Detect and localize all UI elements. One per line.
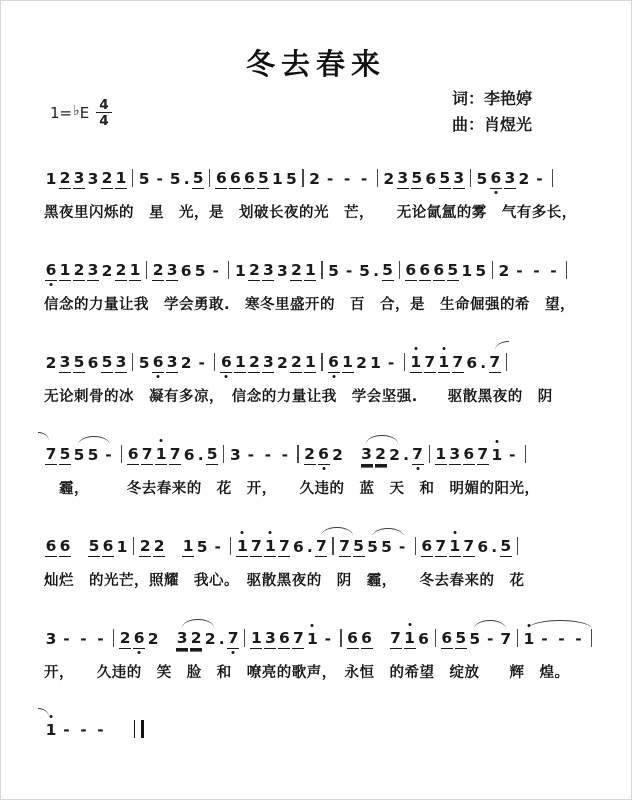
barline (223, 445, 224, 463)
note-token: 1 (116, 538, 128, 556)
barline (214, 353, 215, 371)
note-token: 1 (234, 262, 246, 280)
note-token: 2 (276, 354, 288, 372)
composer-label: 曲： (451, 115, 484, 134)
note-token: 7 (500, 630, 512, 648)
note-token: 5 (359, 262, 370, 280)
music-system (44, 720, 604, 773)
note-token: 7 (227, 628, 239, 649)
duration-dash: - (105, 446, 112, 464)
duration-dash: - (97, 721, 104, 739)
low-octave-dot (225, 375, 228, 378)
note-token: 2 (518, 170, 530, 188)
note-token: 5 (192, 169, 204, 187)
barline (302, 169, 303, 187)
note-token: 1 (250, 629, 262, 647)
note-token: 5 (257, 169, 269, 187)
note-token: 2 (304, 445, 315, 463)
low-octave-dot (157, 375, 160, 378)
note-token: 2 (383, 170, 395, 188)
music-system (44, 168, 604, 221)
note-token: 2 (498, 262, 510, 280)
note-token: 1 (45, 720, 57, 740)
note-token: 6 (463, 445, 475, 463)
high-octave-dot (453, 531, 456, 534)
barline (525, 445, 526, 463)
note-token: 3 (176, 628, 188, 649)
note-token: 1 (342, 353, 353, 371)
note-token: 3 (504, 169, 516, 187)
notes-row (44, 536, 604, 560)
note-token: 2 (290, 353, 302, 371)
note-token: 3 (262, 353, 274, 371)
composer-name: 肖煜光 (483, 115, 532, 134)
note-token: 5 (476, 170, 488, 188)
note-token: 5 (367, 537, 379, 557)
note-token: 2 (115, 261, 127, 279)
barline (566, 261, 567, 279)
note-token: 6 (328, 352, 340, 373)
lyrics-line: 灿烂 的光芒，照耀 我心。 驱散黑夜的 阴 霾， 冬去春来的 花 (44, 573, 525, 589)
note-token: 6 (347, 629, 358, 647)
note-token: 2 (153, 537, 165, 555)
note-token: 1 (523, 629, 535, 649)
barline (340, 629, 341, 647)
note-token: 6 (421, 537, 433, 555)
note-token: 2 (332, 446, 343, 464)
augmentation-dot: . (373, 262, 379, 280)
duration-dash: - (326, 170, 334, 188)
key-signature (50, 98, 112, 128)
low-octave-dot (138, 651, 141, 654)
note-token: 6 (466, 354, 478, 372)
note-token: 6 (405, 261, 417, 279)
duration-dash: - (387, 354, 395, 372)
flat-icon: ♭ (73, 103, 80, 120)
note-token: 7 (435, 537, 447, 555)
notes-row (44, 260, 604, 284)
note-token: 1 (438, 352, 450, 373)
note-token: 6 (292, 538, 304, 556)
note-token: 1 (182, 537, 194, 555)
spacer (110, 720, 123, 740)
tie-arc (528, 620, 592, 629)
note-token: 1 (461, 262, 473, 280)
augmentation-dot: . (306, 538, 313, 556)
note-token: 6 (102, 537, 114, 555)
final-barline (134, 720, 144, 738)
note-token: 7 (339, 537, 350, 555)
barline (517, 629, 518, 647)
time-denominator: 4 (96, 112, 111, 128)
note-token: 1 (404, 628, 416, 649)
augmentation-dot: . (403, 446, 409, 464)
high-octave-dot (160, 439, 163, 442)
note-token: 5 (411, 169, 423, 187)
credits (452, 86, 532, 138)
note-token: 1 (304, 261, 316, 279)
barline (591, 629, 592, 647)
note-token: 5 (353, 537, 364, 555)
high-octave-dot (269, 531, 272, 534)
barline (113, 629, 114, 647)
barline (146, 261, 147, 279)
barline (415, 537, 416, 555)
note-token: 7 (390, 629, 401, 647)
note-token: 1 (155, 444, 167, 465)
tie-arc (474, 620, 506, 629)
note-token: 2 (290, 261, 302, 279)
note-token: 6 (477, 538, 489, 556)
note-token: 1 (370, 354, 381, 372)
note-token: 6 (361, 629, 372, 647)
note-token: 3 (87, 261, 99, 279)
time-signature (96, 98, 111, 128)
note-token: 3 (87, 170, 99, 188)
duration-dash: - (212, 262, 219, 280)
note-token: 2 (356, 354, 367, 372)
note-token: 2 (45, 354, 57, 372)
duration-dash: - (345, 262, 353, 280)
note-token: 6 (433, 261, 445, 279)
duration-dash: - (97, 630, 104, 648)
music-system (44, 260, 604, 313)
note-token: 2 (204, 630, 216, 648)
augmentation-dot: . (480, 354, 487, 372)
note-token: 2 (309, 170, 320, 188)
note-token: 3 (166, 261, 178, 279)
note-token: 3 (262, 261, 274, 279)
note-token: 1 (129, 261, 141, 279)
duration-dash: - (533, 262, 540, 280)
tie-arc-incoming (38, 708, 49, 717)
note-token: 5 (88, 537, 100, 555)
note-token: 3 (166, 353, 178, 371)
note-token: 5 (73, 445, 85, 465)
barline (209, 169, 210, 187)
note-token: 7 (477, 445, 489, 463)
note-token: 2 (375, 445, 386, 463)
note-token: 2 (59, 169, 71, 187)
note-token: 5 (206, 445, 218, 463)
tie-arc (366, 435, 398, 444)
duration-dash: - (264, 446, 272, 464)
duration-dash: - (509, 446, 516, 464)
barline (429, 445, 430, 463)
note-token: 7 (45, 444, 57, 465)
augmentation-dot: . (491, 538, 498, 556)
duration-dash: - (360, 170, 368, 188)
time-numerator: 4 (99, 97, 109, 113)
barline (321, 261, 322, 279)
note-token: 5 (285, 170, 297, 188)
song-title: 冬去春来 (245, 47, 386, 81)
high-octave-dot (495, 440, 498, 443)
lyrics-line: 信念的力量让我 学会勇敢. 寒冬里盛开的 百 合，是 生命倔强的希 望， (44, 297, 576, 313)
augmentation-dot: . (197, 446, 204, 464)
notes-row (44, 444, 604, 468)
high-octave-dot (241, 531, 244, 534)
barline (244, 629, 245, 647)
note-token: 5 (469, 629, 481, 649)
note-token: 7 (141, 445, 153, 463)
note-token: 5 (194, 262, 206, 280)
duration-dash: - (324, 630, 332, 648)
note-token: 6 (45, 537, 57, 555)
low-octave-dot (332, 375, 335, 378)
note-token: 1 (304, 353, 316, 371)
duration-dash: - (63, 630, 70, 648)
note-token: 5 (439, 169, 451, 187)
note-token: 6 (441, 629, 453, 647)
notes-row (44, 352, 604, 376)
note-token: 3 (276, 262, 288, 280)
note-token: 5 (500, 537, 512, 555)
note-token: 6 (419, 261, 431, 279)
duration-dash: - (80, 630, 87, 648)
note-token: 5 (138, 170, 150, 188)
barline (552, 169, 553, 187)
note-token: 7 (278, 537, 290, 555)
note-token: 5 (196, 538, 208, 556)
note-token: 5 (101, 353, 113, 371)
barline (133, 537, 134, 555)
music-system (44, 352, 604, 405)
key-letter: E (79, 104, 90, 123)
note-token: 2 (180, 354, 192, 372)
notes-row (44, 720, 604, 744)
spacer (167, 537, 180, 557)
barline (332, 537, 333, 555)
note-token: 2 (73, 261, 85, 279)
spacer (375, 629, 388, 649)
duration-dash: - (80, 721, 87, 739)
tie-arc (372, 528, 404, 537)
note-token: 7 (412, 444, 424, 465)
note-token: 7 (250, 537, 262, 555)
key-prefix: 1= (50, 104, 73, 123)
note-token: 6 (220, 352, 232, 373)
note-token: 3 (59, 353, 71, 371)
note-token: 3 (453, 169, 465, 187)
note-token: 5 (447, 261, 459, 279)
note-token: 5 (87, 446, 99, 464)
note-token: 1 (271, 170, 283, 188)
note-token: 3 (264, 629, 276, 647)
lyrics-line: 无论刺骨的冰 凝有多凉， 信念的力量让我 学会坚强. 驱散黑夜的 阴 (44, 389, 553, 405)
music-system (44, 444, 604, 497)
note-token: 2 (101, 169, 113, 187)
barline (132, 169, 133, 187)
note-token: 2 (248, 353, 260, 371)
barline (230, 537, 231, 555)
note-token: 7 (489, 352, 501, 373)
note-token: 2 (101, 262, 113, 280)
note-token: 6 (490, 168, 502, 189)
barline (121, 445, 122, 463)
spacer (161, 629, 174, 649)
barline (321, 353, 322, 371)
note-token: 2 (139, 537, 151, 555)
score (44, 168, 604, 800)
lyrics-line: 黑夜里闪烁的 星 光，是 划破长夜的光 芒， 无论氤氲的雾 气有多长， (44, 205, 577, 221)
notes-row (44, 168, 604, 192)
note-token: 2 (152, 261, 164, 279)
barline (435, 629, 436, 647)
tie-arc (78, 436, 110, 445)
barline (297, 445, 298, 463)
high-octave-dot (414, 347, 417, 350)
note-token: 6 (133, 628, 145, 649)
duration-dash: - (536, 170, 543, 188)
lyrics-line: 霾， 冬去春来的 花 开， 久违的 蓝 天 和 明媚的阳光， (44, 481, 540, 497)
augmentation-dot: . (183, 170, 190, 188)
note-token: 5 (169, 170, 181, 188)
barline (404, 353, 405, 371)
high-octave-dot (50, 715, 53, 718)
duration-dash: - (214, 538, 221, 556)
note-token: 1 (435, 445, 447, 463)
note-token: 7 (315, 536, 327, 557)
barline (132, 353, 133, 371)
composer-credit (452, 112, 532, 138)
note-token: 3 (73, 169, 85, 187)
note-token: 5 (138, 354, 150, 372)
note-token: 3 (397, 169, 409, 187)
tie-arc (321, 527, 353, 536)
lyricist-credit (452, 86, 532, 112)
note-token: 6 (243, 169, 255, 187)
note-token: 5 (73, 353, 85, 371)
low-octave-dot (232, 651, 235, 654)
note-token: 1 (410, 352, 422, 373)
note-token: 1 (491, 445, 503, 465)
duration-dash: - (247, 446, 255, 464)
note-token: 7 (169, 445, 181, 463)
note-token: 6 (229, 169, 241, 187)
note-token: 6 (425, 170, 437, 188)
note-token: 7 (452, 353, 464, 371)
barline (517, 537, 518, 555)
duration-dash: - (550, 262, 557, 280)
note-token: 6 (183, 446, 195, 464)
note-token: 6 (59, 537, 71, 555)
low-octave-dot (494, 191, 497, 194)
high-octave-dot (442, 347, 445, 350)
note-token: 1 (234, 353, 246, 371)
augmentation-dot: . (218, 630, 225, 648)
duration-dash: - (198, 354, 205, 372)
note-token: 5 (455, 629, 467, 647)
note-token: 1 (264, 536, 276, 557)
tie-arc (182, 619, 214, 628)
lyricist-name: 李艳婷 (483, 89, 532, 108)
note-token: 6 (45, 260, 57, 281)
note-token: 3 (449, 445, 461, 463)
note-token: 2 (389, 446, 400, 464)
duration-dash: - (558, 630, 565, 648)
note-token: 5 (328, 262, 339, 280)
duration-dash: - (281, 446, 289, 464)
high-octave-dot (311, 624, 314, 627)
note-token: 3 (361, 444, 373, 465)
spacer (346, 445, 359, 465)
duration-dash: - (398, 538, 406, 556)
duration-dash: - (516, 262, 523, 280)
music-system (44, 628, 604, 681)
note-token: 6 (215, 169, 227, 187)
note-token: 6 (152, 352, 164, 373)
low-octave-dot (50, 283, 53, 286)
note-token: 6 (180, 262, 192, 280)
note-token: 5 (59, 445, 71, 463)
note-token: 3 (45, 630, 57, 648)
note-token: 6 (278, 629, 290, 647)
note-token: 2 (119, 629, 131, 647)
high-octave-dot (408, 623, 411, 626)
lyrics-line (44, 753, 604, 773)
note-token: 6 (127, 445, 139, 463)
note-token: 7 (292, 629, 304, 647)
note-token: 2 (190, 629, 202, 647)
note-token: 1 (59, 261, 71, 279)
note-token: 5 (382, 261, 393, 279)
note-token: 1 (45, 170, 57, 188)
notes-row (44, 628, 604, 652)
note-token: 5 (381, 538, 392, 556)
barline (506, 353, 507, 371)
note-token: 6 (87, 354, 99, 372)
note-token: 1 (236, 536, 248, 557)
note-token: 6 (318, 444, 330, 465)
note-token: 3 (115, 353, 127, 371)
note-token: 7 (463, 537, 475, 555)
tie-arc-incoming (38, 432, 49, 441)
duration-dash: - (575, 630, 582, 648)
note-token: 7 (424, 353, 436, 371)
duration-dash: - (541, 630, 548, 648)
duration-dash: - (156, 170, 163, 188)
note-token: 5 (475, 262, 487, 280)
lyricist-label: 词： (451, 89, 484, 108)
low-octave-dot (322, 467, 325, 470)
note-token: 1 (115, 169, 127, 187)
note-token: 2 (147, 630, 159, 648)
tie-arc-outgoing (495, 341, 509, 350)
low-octave-dot (416, 467, 419, 470)
note-token: 6 (418, 630, 429, 648)
note-token: 3 (229, 446, 241, 464)
barline (492, 261, 493, 279)
duration-dash: - (487, 630, 494, 648)
note-token: 1 (449, 536, 461, 557)
barline (377, 169, 378, 187)
music-system (44, 536, 604, 589)
spacer (73, 537, 86, 557)
barline (228, 261, 229, 279)
note-token: 1 (306, 629, 318, 649)
note-token: 2 (248, 261, 260, 279)
barline (470, 169, 471, 187)
duration-dash: - (63, 721, 70, 739)
barline (399, 261, 400, 279)
duration-dash: - (343, 170, 351, 188)
lyrics-line: 开， 久违的 笑 脸 和 嘹亮的歌声， 永恒 的希望 绽放 辉 煌。 (44, 665, 570, 681)
